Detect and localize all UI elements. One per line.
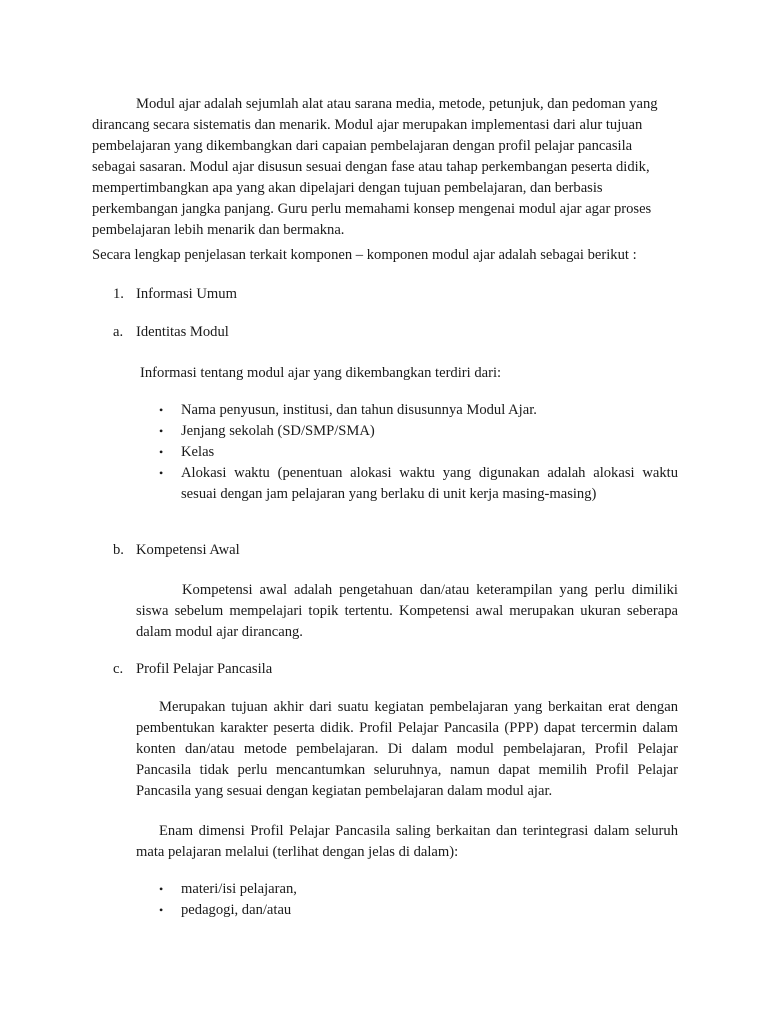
subsection-title-identitas: Identitas Modul: [136, 324, 229, 340]
section-title: Informasi Umum: [136, 286, 237, 302]
bullet-icon: •: [159, 445, 164, 459]
intro-lead: Secara lengkap penjelasan terkait komponen – komponen modul ajar adalah sebagai berikut :: [92, 247, 637, 263]
subsection-marker-a: a.: [113, 324, 124, 340]
bullet-icon: •: [159, 903, 164, 917]
subsection-title-profil: Profil Pelajar Pancasila: [136, 661, 273, 677]
section-number: 1.: [113, 286, 124, 302]
intro-paragraph: Modul ajar adalah sejumlah alat atau sarana media, metode, petunjuk, dan pedoman yang dirancang secara sistematis dan menarik. Modul ajar merupakan implementasi dari alur tujuan pembelajaran yang dikembangkan dari capaian pembelajaran dengan profil pelajar pancasila sebagai sasaran. Modul ajar disusun sesuai dengan fase atau tahap perkembangan peserta didik, mempertimbangkan apa yang akan dipelajari dengan tujuan pembelajaran, dan berbasis perkembangan jangka panjang. Guru perlu memahami konsep mengenai modul ajar agar proses pembelajaran lebih menarik dan bermakna.: [92, 96, 658, 238]
subsection-marker-c: c.: [113, 661, 124, 677]
profil-item: materi/isi pelajaran,: [181, 881, 297, 897]
identitas-intro: Informasi tentang modul ajar yang dikembangkan terdiri dari:: [140, 365, 502, 381]
profil-paragraph-2: Enam dimensi Profil Pelajar Pancasila saling berkaitan dan terintegrasi dalam seluruh mata pelajaran melalui (terlihat dengan jelas di dalam):: [136, 823, 678, 860]
identitas-item: Jenjang sekolah (SD/SMP/SMA): [181, 423, 375, 439]
identitas-item: Nama penyusun, institusi, dan tahun disusunnya Modul Ajar.: [181, 402, 537, 418]
bullet-icon: •: [159, 424, 164, 438]
identitas-item: Kelas: [181, 444, 215, 460]
subsection-marker-b: b.: [113, 542, 124, 558]
profil-item: pedagogi, dan/atau: [181, 902, 292, 918]
profil-paragraph-1: Merupakan tujuan akhir dari suatu kegiatan pembelajaran yang berkaitan erat dengan pembentukan karakter peserta didik. Profil Pelajar Pancasila (PPP) dapat tercermin dalam konten dan/atau metode pembelajaran. Di dalam modul pembelajaran, Profil Pelajar Pancasila tidak perlu mencantumkan seluruhnya, namun dapat memilih Profil Pelajar Pancasila yang sesuai dengan kegiatan pembelajaran dalam modul ajar.: [136, 699, 678, 799]
identitas-item: Alokasi waktu (penentuan alokasi waktu yang digunakan adalah alokasi waktu sesuai dengan jam pelajaran yang berlaku di unit kerja masing-masing): [181, 465, 678, 502]
subsection-title-kompetensi: Kompetensi Awal: [136, 542, 240, 558]
bullet-icon: •: [159, 466, 164, 480]
bullet-icon: •: [159, 403, 164, 417]
kompetensi-paragraph: Kompetensi awal adalah pengetahuan dan/atau keterampilan yang perlu dimiliki siswa sebelum mempelajari topik tertentu. Kompetensi awal merupakan ukuran seberapa dalam modul ajar dirancang.: [136, 582, 678, 640]
bullet-icon: •: [159, 882, 164, 896]
